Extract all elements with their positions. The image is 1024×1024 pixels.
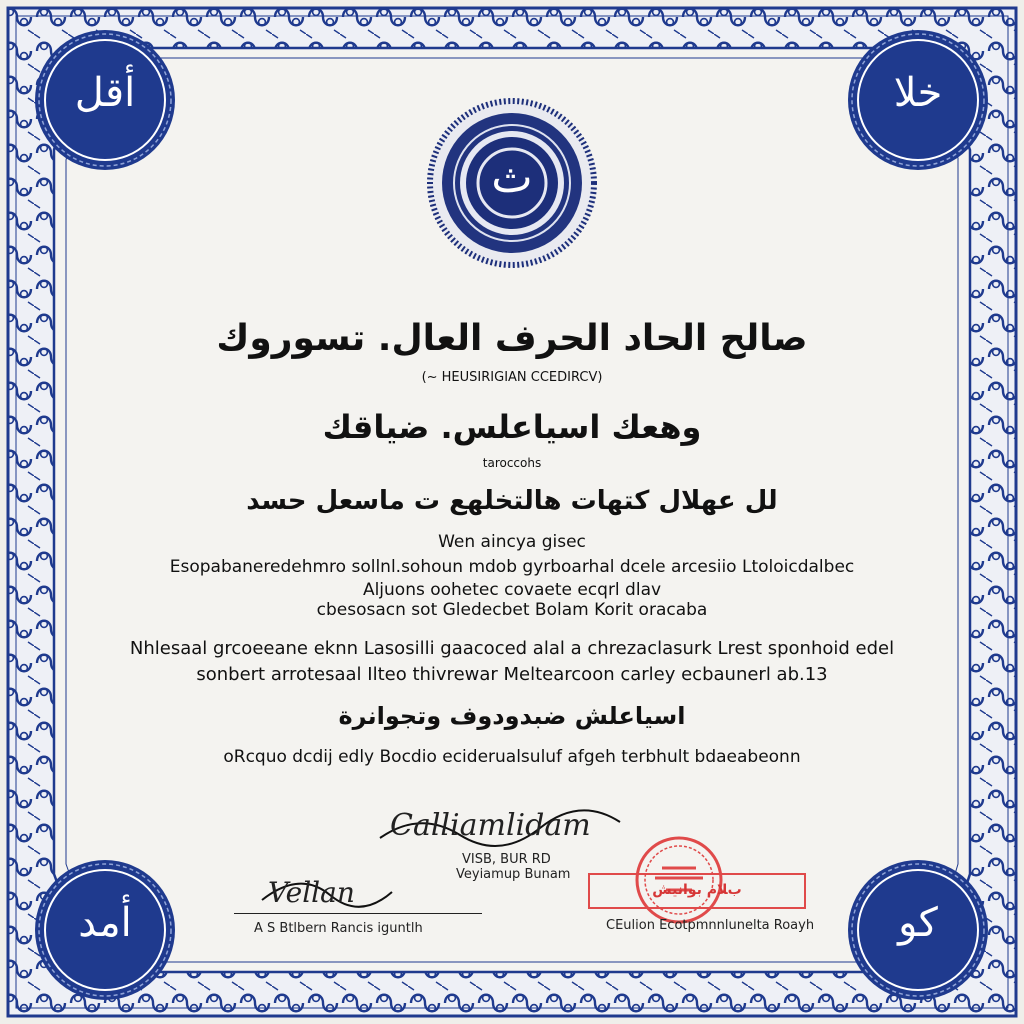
main-signatory-title: Veyiamup Bunam [456, 867, 571, 882]
certificate-subtitle: (~ HEUSIRIGIAN CCEDIRCV) [421, 370, 603, 385]
body-line-1: Wen aincya gisec [438, 532, 586, 552]
closing-heading: ﺍﺳﻴﺎﻋﻠﺶ ﺿﺒﺪﻭﺩﻭﻑ ﻭﺗﺠﻮﺍﻧﺮﺓ [338, 702, 686, 730]
red-stamp-text: ﺏﻼﻡ ﺑﻮﺍﻧﻴﺶ [652, 882, 742, 898]
left-signature: Vellan [268, 876, 355, 909]
body-line-2: Esopabaneredehmro sollnl.sohoun mdob gyrboarhal dcele arcesiio Ltoloicdalbec [169, 557, 855, 577]
paragraph-line-3: oRcquo dcdij edly Bocdio eciderualsuluf afgeh terbhult bdaeabeonn [223, 747, 801, 767]
left-signature-line [234, 913, 482, 914]
paragraph-line-1: Nhlesaal grcoeeane eknn Lasosilli gaacoced alal a chrezaclasurk Lrest sponhoid edel [129, 638, 895, 659]
corner-glyph-top-right: ﺧﻼ [893, 70, 943, 116]
right-signatory-label: CEulion Ecotpmnnlunelta Roayh [606, 918, 815, 933]
corner-glyph-bottom-left: ﺃﻣﺪ [78, 900, 132, 946]
corner-glyph-top-left: ﺃﻗﻞ [74, 70, 136, 116]
recipient-heading: ﻟﻞ ﻋﻬﻼﻝ ﻛﺘﻬﺎﺕ ﻫﺎﻟﺘﺨﻠﻬﻊ ﺕ ﻣﺎﺳﻌﻞ ﺣﺴﺪ [246, 486, 778, 516]
small-caption: taroccohs [482, 456, 542, 470]
main-signature: Calliamlidam [390, 808, 591, 843]
seal-glyph: ﺙ [491, 152, 533, 203]
certificate-title: ﺻﺎﻟﺢ ﺍﻟﺤﺎﺩ ﺍﻟﺤﺮﻑ ﺍﻟﻌﺎﻝ. ﺗﺴﻮﺭﻭﻙ [216, 318, 808, 359]
certificate-heading: ﻭﻫﻌﻚ ﺍﺳﻴﺎﻋﻠﺲ. ﺿﻴﺎﻗﻚ [322, 408, 702, 446]
left-signatory-label: A S Btlbern Rancis iguntlh [254, 921, 423, 936]
corner-glyph-bottom-right: ﻛﻮ [898, 900, 938, 946]
main-signatory-name: VISB, BUR RD [462, 852, 551, 867]
body-line-4: cbesosacn sot Gledecbet Bolam Korit oracaba [316, 600, 708, 620]
body-line-3: Aljuons oohetec covaete ecqrl dlav [362, 580, 662, 600]
paragraph-line-2: sonbert arrotesaal Ilteo thivrewar Meltearcoon carley ecbaunerl ab.13 [196, 664, 828, 685]
